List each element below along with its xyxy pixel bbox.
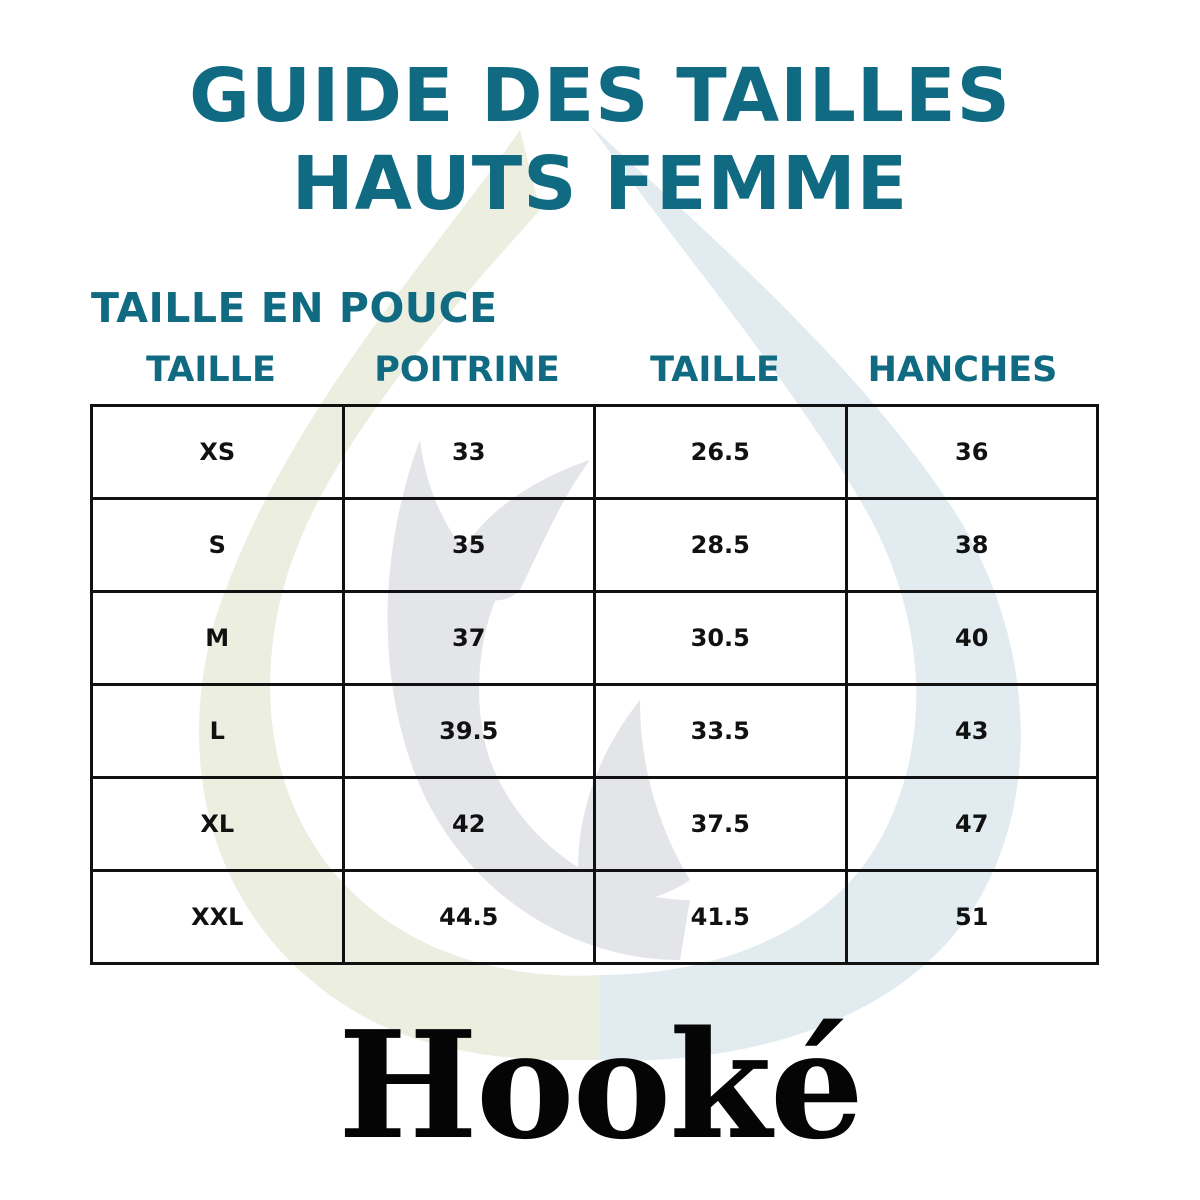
cell-hips: 51 — [846, 871, 1098, 964]
title-line-2: HAUTS FEMME — [291, 141, 909, 227]
cell-chest: 39.5 — [343, 685, 595, 778]
table-row — [92, 499, 1098, 592]
cell-hips: 36 — [846, 406, 1098, 499]
cell-chest: 33 — [343, 406, 595, 499]
cell-waist: 37.5 — [595, 778, 847, 871]
cell-hips: 43 — [846, 685, 1098, 778]
table-row — [92, 592, 1098, 685]
cell-hips: 38 — [846, 499, 1098, 592]
column-header-size: TAILLE — [146, 350, 276, 390]
title-line-1: GUIDE DES TAILLES — [189, 53, 1011, 139]
brand-logo: Hooké — [338, 998, 862, 1172]
cell-waist: 33.5 — [595, 685, 847, 778]
table-row — [92, 406, 1098, 499]
column-header-hips: HANCHES — [867, 350, 1058, 390]
column-header-chest: POITRINE — [374, 350, 560, 390]
table-row — [92, 778, 1098, 871]
cell-chest: 37 — [343, 592, 595, 685]
table-column-headers — [91, 348, 1098, 392]
cell-size: XXL — [92, 871, 344, 964]
cell-size: M — [92, 592, 344, 685]
cell-chest: 35 — [343, 499, 595, 592]
table-row — [92, 871, 1098, 964]
cell-waist: 41.5 — [595, 871, 847, 964]
column-header-waist: TAILLE — [650, 350, 780, 390]
cell-size: L — [92, 685, 344, 778]
cell-waist: 30.5 — [595, 592, 847, 685]
size-table — [90, 404, 1099, 965]
cell-size: XS — [92, 406, 344, 499]
cell-hips: 47 — [846, 778, 1098, 871]
cell-size: XL — [92, 778, 344, 871]
cell-chest: 44.5 — [343, 871, 595, 964]
cell-waist: 26.5 — [595, 406, 847, 499]
cell-size: S — [92, 499, 344, 592]
unit-subtitle: TAILLE EN POUCE — [91, 284, 498, 332]
cell-chest: 42 — [343, 778, 595, 871]
cell-hips: 40 — [846, 592, 1098, 685]
cell-waist: 28.5 — [595, 499, 847, 592]
table-row — [92, 685, 1098, 778]
page-title — [0, 52, 1200, 228]
